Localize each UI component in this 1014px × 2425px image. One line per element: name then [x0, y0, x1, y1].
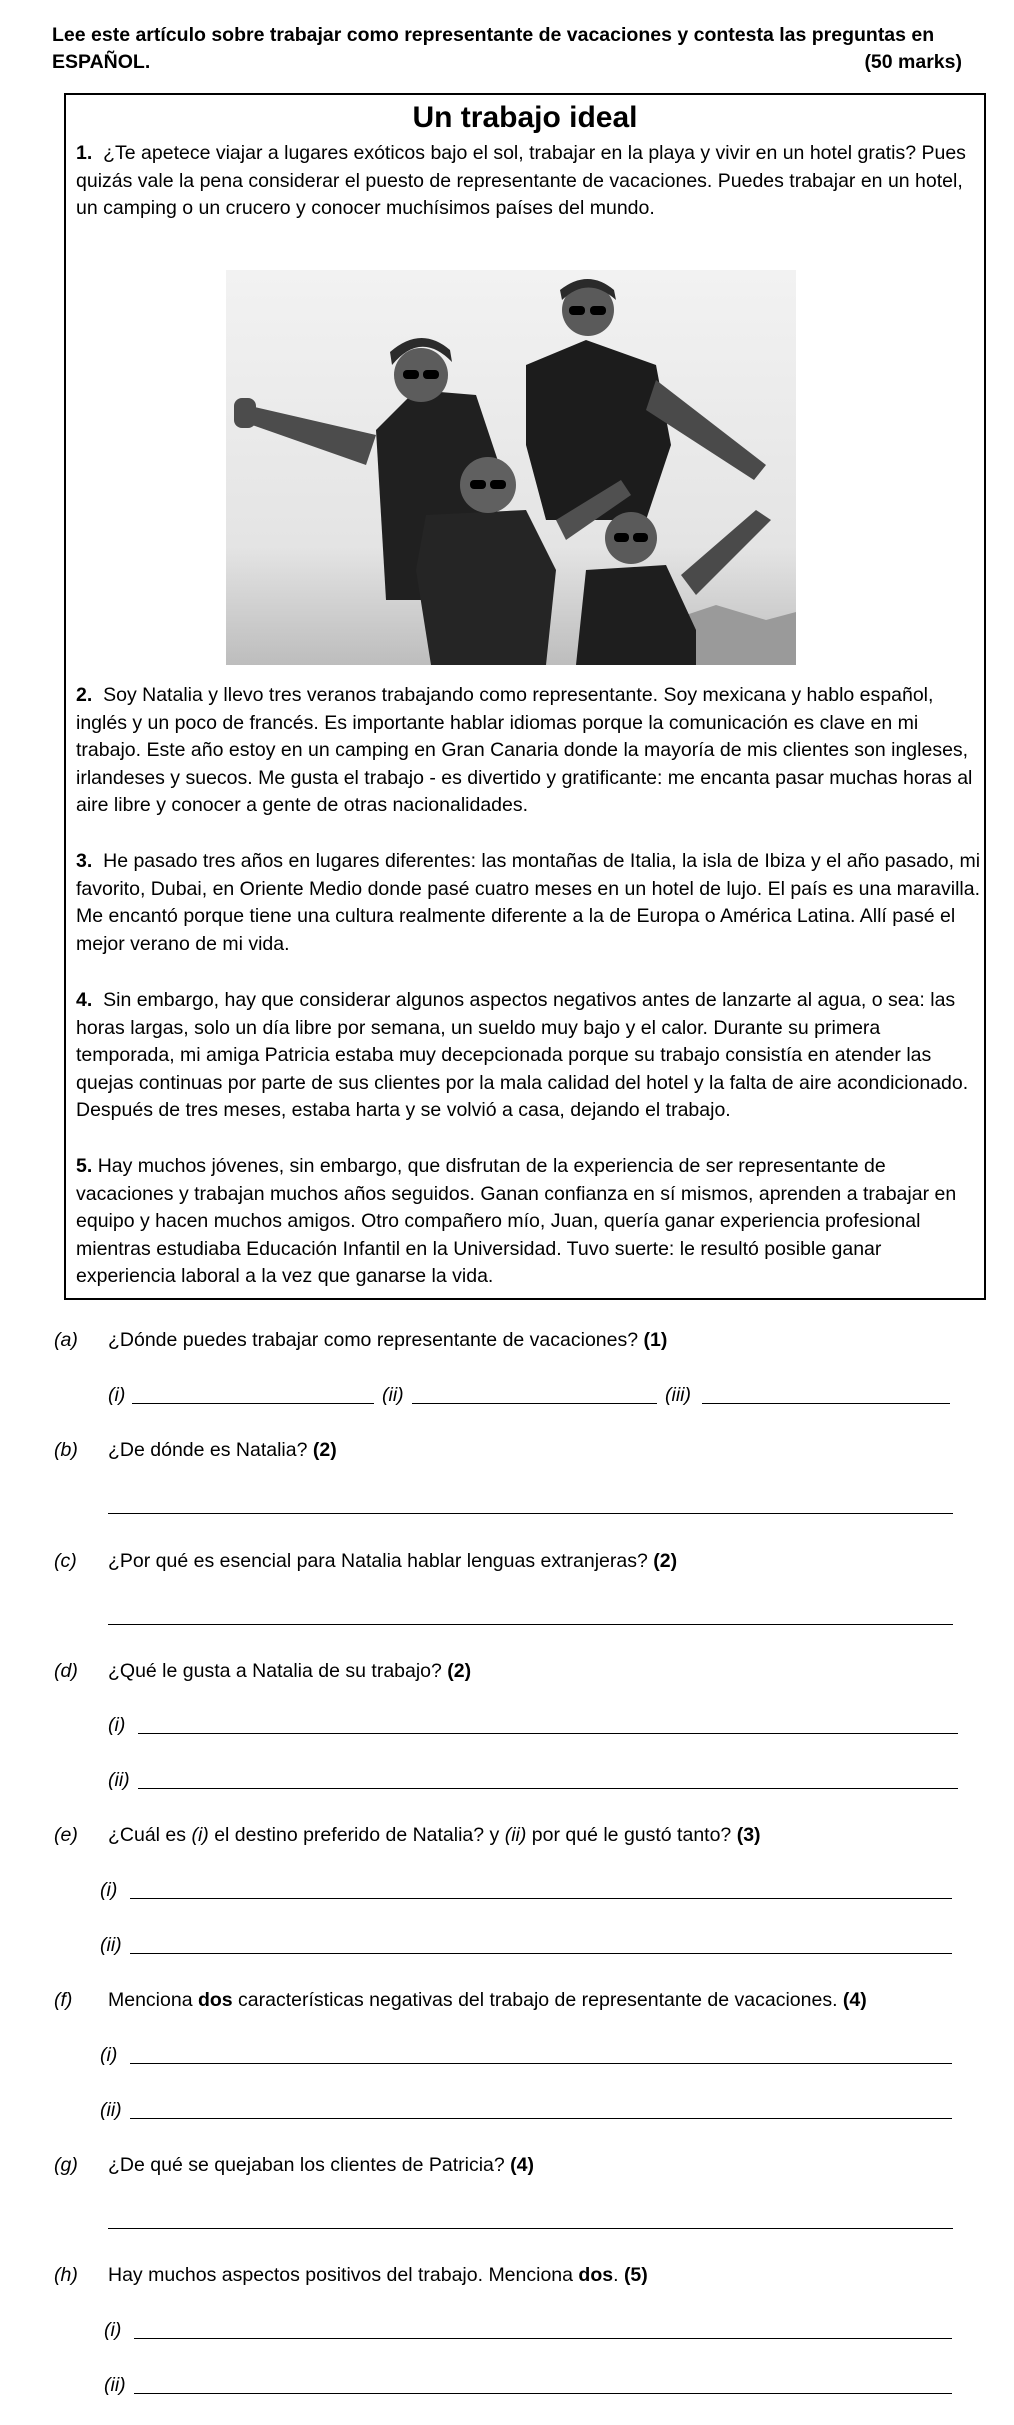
- paragraph-number: 4.: [76, 989, 93, 1011]
- answer-line-a-ii[interactable]: [412, 1403, 657, 1404]
- question-text: [108, 1437, 337, 1463]
- question-text-part: características negativas del trabajo de representante de vacaciones.: [232, 1989, 838, 2011]
- article-box: [64, 93, 986, 1300]
- paragraph-number: 2.: [76, 684, 93, 706]
- answer-label-d-ii: (ii): [108, 1769, 130, 1791]
- question-text: [108, 1327, 667, 1353]
- answer-line-b[interactable]: [108, 1513, 953, 1514]
- answer-label-a-ii: (ii): [382, 1384, 404, 1406]
- question-text-part: por qué le gustó tanto?: [526, 1824, 732, 1846]
- total-marks: (50 marks): [864, 51, 962, 73]
- answer-label-f-i: (i): [100, 2044, 118, 2066]
- question-marks: (2): [447, 1660, 472, 1682]
- question-text-part: .: [613, 2264, 619, 2286]
- article-paragraph-3: [76, 848, 981, 958]
- question-marks: (3): [736, 1824, 761, 1846]
- article-paragraph-1: [76, 140, 981, 223]
- question-prompt: ¿De dónde es Natalia?: [108, 1439, 308, 1461]
- answer-line-h-i[interactable]: [134, 2338, 952, 2339]
- answer-label-e-i: (i): [100, 1879, 118, 1901]
- article-title: Un trabajo ideal: [412, 101, 638, 134]
- answer-line-g[interactable]: [108, 2228, 953, 2229]
- question-marks: (5): [623, 2264, 648, 2286]
- answer-line-e-ii[interactable]: [130, 1953, 952, 1954]
- question-text: [108, 2262, 648, 2288]
- question-prompt: ¿Dónde puedes trabajar como representante de vacaciones?: [108, 1329, 639, 1351]
- question-label: (b): [54, 1439, 78, 1461]
- answer-line-e-i[interactable]: [130, 1898, 952, 1899]
- answer-line-a-iii[interactable]: [702, 1403, 950, 1404]
- question-marks: (2): [653, 1550, 678, 1572]
- question-text-part: (ii): [504, 1824, 527, 1846]
- paragraph-text: Hay muchos jóvenes, sin embargo, que disfrutan de la experiencia de ser representante de vacaciones y trabajan muchos años seguidos. Ganan confianza en sí mismos, aprenden a trabajar en equipo y hacen muchos amigos. Otro compañero mío, Juan, quería ganar experiencia profesional mientras estudiaba Educación Infantil en la Universidad. Tuvo suerte: le resultó posible ganar experiencia laboral a la vez que ganarse la vida.: [76, 1155, 957, 1287]
- answer-line-c[interactable]: [108, 1624, 953, 1625]
- answer-label-a-iii: (iii): [665, 1384, 691, 1406]
- question-prompt: ¿Qué le gusta a Natalia de su trabajo?: [108, 1660, 442, 1682]
- question-label: (g): [54, 2154, 78, 2176]
- question-text: [108, 1987, 867, 2013]
- paragraph-number: 5.: [76, 1155, 93, 1177]
- paragraph-text: Soy Natalia y llevo tres veranos trabajando como representante. Soy mexicana y hablo español, inglés y un poco de francés. Es importante hablar idiomas porque la comunicación es clave en mi trabajo. Este año estoy en un camping en Gran Canaria donde la mayoría de mis clientes son ingleses, irlandeses y suecos. Me gusta el trabajo - es divertido y gratificante: me encanta pasar muchas horas al aire libre y conocer a gente de otras nacionalidades.: [76, 684, 973, 816]
- question-text-part: (i): [191, 1824, 209, 1846]
- question-label: (a): [54, 1329, 78, 1351]
- answer-line-d-ii[interactable]: [138, 1788, 958, 1789]
- question-label: (e): [54, 1824, 78, 1846]
- paragraph-text: He pasado tres años en lugares diferentes: las montañas de Italia, la isla de Ibiza y el año pasado, mi favorito, Dubai, en Oriente Medio donde pasé cuatro meses en un hotel de lujo. El país es una maravilla. Me encantó porque tiene una cultura realmente diferente a la de Europa o América Latina. Allí pasé el mejor verano de mi vida.: [76, 850, 981, 955]
- question-label: (c): [54, 1550, 77, 1572]
- question-text: [108, 1548, 677, 1574]
- question-text-part: Menciona: [108, 1989, 198, 2011]
- article-paragraph-4: [76, 987, 981, 1125]
- question-label: (h): [54, 2264, 78, 2286]
- question-text-part: el destino preferido de Natalia? y: [208, 1824, 505, 1846]
- answer-label-e-ii: (ii): [100, 1934, 122, 1956]
- answer-label-h-i: (i): [104, 2319, 122, 2341]
- question-text-part: dos: [197, 1989, 233, 2011]
- question-text: [108, 1822, 761, 1848]
- question-text-part: ¿Cuál es: [108, 1824, 192, 1846]
- answer-label-a-i: (i): [108, 1384, 126, 1406]
- answer-line-a-i[interactable]: [132, 1403, 374, 1404]
- question-label: (f): [54, 1989, 73, 2011]
- answer-line-f-ii[interactable]: [130, 2118, 952, 2119]
- question-text: [108, 2152, 534, 2178]
- article-paragraph-5: [76, 1153, 981, 1291]
- answer-label-h-ii: (ii): [104, 2374, 126, 2396]
- answer-label-d-i: (i): [108, 1714, 126, 1736]
- answer-line-f-i[interactable]: [130, 2063, 952, 2064]
- paragraph-number: 1.: [76, 142, 93, 164]
- question-marks: (1): [643, 1329, 668, 1351]
- question-text: [108, 1658, 471, 1684]
- paragraph-text: Sin embargo, hay que considerar algunos aspectos negativos antes de lanzarte al agua, o sea: las horas largas, solo un día libre por semana, un sueldo muy bajo y el calor. Durante su primera temporada, mi amiga Patricia estaba muy decepcionada porque su trabajo consistía en atender las quejas continuas por parte de sus clientes por la mala calidad del hotel y la falta de aire acondicionado. Después de tres meses, estaba harta y se volvió a casa, dejando el trabajo.: [76, 989, 969, 1121]
- question-text-part: Hay muchos aspectos positivos del trabajo. Menciona: [108, 2264, 579, 2286]
- question-marks: (2): [312, 1439, 337, 1461]
- question-marks: (4): [842, 1989, 867, 2011]
- question-label: (d): [54, 1660, 78, 1682]
- question-marks: (4): [510, 2154, 535, 2176]
- answer-line-h-ii[interactable]: [134, 2393, 952, 2394]
- question-prompt: ¿De qué se quejaban los clientes de Patricia?: [108, 2154, 505, 2176]
- paragraph-number: 3.: [76, 850, 93, 872]
- answer-line-d-i[interactable]: [138, 1733, 958, 1734]
- question-text-part: dos: [578, 2264, 614, 2286]
- answer-label-f-ii: (ii): [100, 2099, 122, 2121]
- paragraph-text: ¿Te apetece viajar a lugares exóticos bajo el sol, trabajar en la playa y vivir en un hotel gratis? Pues quizás vale la pena considerar el puesto de representante de vacaciones. Puedes trabajar en un hotel, un camping o un crucero y conocer muchísimos países del mundo.: [76, 142, 966, 219]
- instructions-text: Lee este artículo sobre trabajar como representante de vacaciones y contesta las preguntas en ESPAÑOL.: [52, 24, 935, 73]
- instructions: [52, 22, 962, 76]
- group-photo: [226, 270, 796, 665]
- question-prompt: ¿Por qué es esencial para Natalia hablar lenguas extranjeras?: [108, 1550, 648, 1572]
- article-paragraph-2: [76, 682, 981, 820]
